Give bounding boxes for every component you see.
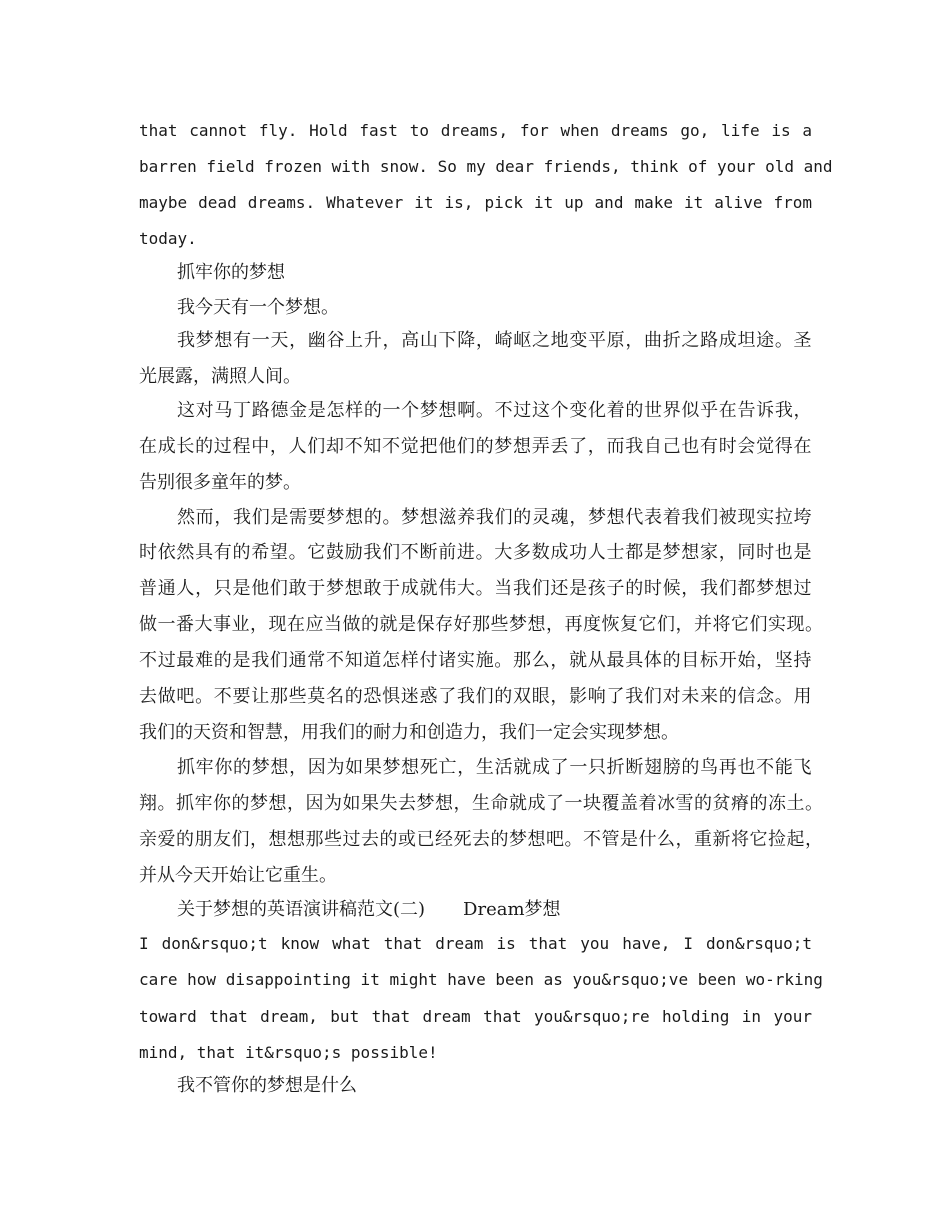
- text-line: 这对马丁路德金是怎样的一个梦想啊。不过这个变化着的世界似乎在告诉我，: [177, 400, 812, 421]
- text-line: 告别很多童年的梦。: [139, 472, 301, 493]
- text-line: 我们的天资和智慧，用我们的耐力和创造力，我们一定会实现梦想。: [139, 722, 679, 743]
- section-heading: 抓牢你的梦想: [177, 262, 285, 283]
- section-heading: [177, 899, 561, 921]
- text-line: 普通人，只是他们敢于梦想敢于成就伟大。当我们还是孩子的时候，我们都梦想过: [139, 578, 812, 599]
- text-line: today.: [139, 229, 197, 248]
- text-line: 做一番大事业，现在应当做的就是保存好那些梦想，再度恢复它们，并将它们实现。: [139, 614, 824, 635]
- text-line: 翔。抓牢你的梦想，因为如果失去梦想，生命就成了一块覆盖着冰雪的贫瘠的冻土。: [139, 793, 824, 814]
- text-line: mind, that it&rsquo;s possible!: [139, 1043, 438, 1062]
- text-line: toward that dream, but that dream that you&rsquo;re holding in your: [139, 1007, 812, 1026]
- text-line: 然而，我们是需要梦想的。梦想滋养我们的灵魂，梦想代表着我们被现实拉垮: [177, 507, 812, 528]
- text-line: 我不管你的梦想是什么: [177, 1075, 357, 1096]
- text-line: 不过最难的是我们通常不知道怎样付诸实施。那么，就从最具体的目标开始，坚持: [139, 650, 812, 671]
- text-line: maybe dead dreams. Whatever it is, pick it up and make it alive from: [139, 193, 812, 212]
- text-line: 亲爱的朋友们，想想那些过去的或已经死去的梦想吧。不管是什么，重新将它捡起，: [139, 829, 824, 850]
- text-line: 抓牢你的梦想，因为如果梦想死亡，生活就成了一只折断翅膀的鸟再也不能飞: [177, 757, 812, 778]
- text-line: 光展露，满照人间。: [139, 366, 301, 387]
- heading-subtitle: Dream梦想: [463, 899, 561, 920]
- text-line: 我梦想有一天，幽谷上升，高山下降，崎岖之地变平原，曲折之路成坦途。圣: [177, 330, 812, 351]
- text-line: 在成长的过程中，人们却不知不觉把他们的梦想弄丢了，而我自己也有时会觉得在: [139, 436, 812, 457]
- heading-title: 关于梦想的英语演讲稿范文(二): [177, 899, 426, 920]
- text-line: that cannot fly. Hold fast to dreams, for when dreams go, life is a: [139, 121, 812, 140]
- text-line: I don&rsquo;t know what that dream is that you have, I don&rsquo;t: [139, 934, 812, 953]
- text-line: 并从今天开始让它重生。: [139, 865, 337, 886]
- text-line: barren field frozen with snow. So my dear friends, think of your old and: [139, 157, 833, 176]
- text-line: 去做吧。不要让那些莫名的恐惧迷惑了我们的双眼，影响了我们对未来的信念。用: [139, 686, 812, 707]
- text-line: 时依然具有的希望。它鼓励我们不断前进。大多数成功人士都是梦想家，同时也是: [139, 542, 812, 563]
- text-line: 我今天有一个梦想。: [177, 297, 339, 318]
- text-line: care how disappointing it might have been as you&rsquo;ve been wo-rking: [139, 970, 823, 989]
